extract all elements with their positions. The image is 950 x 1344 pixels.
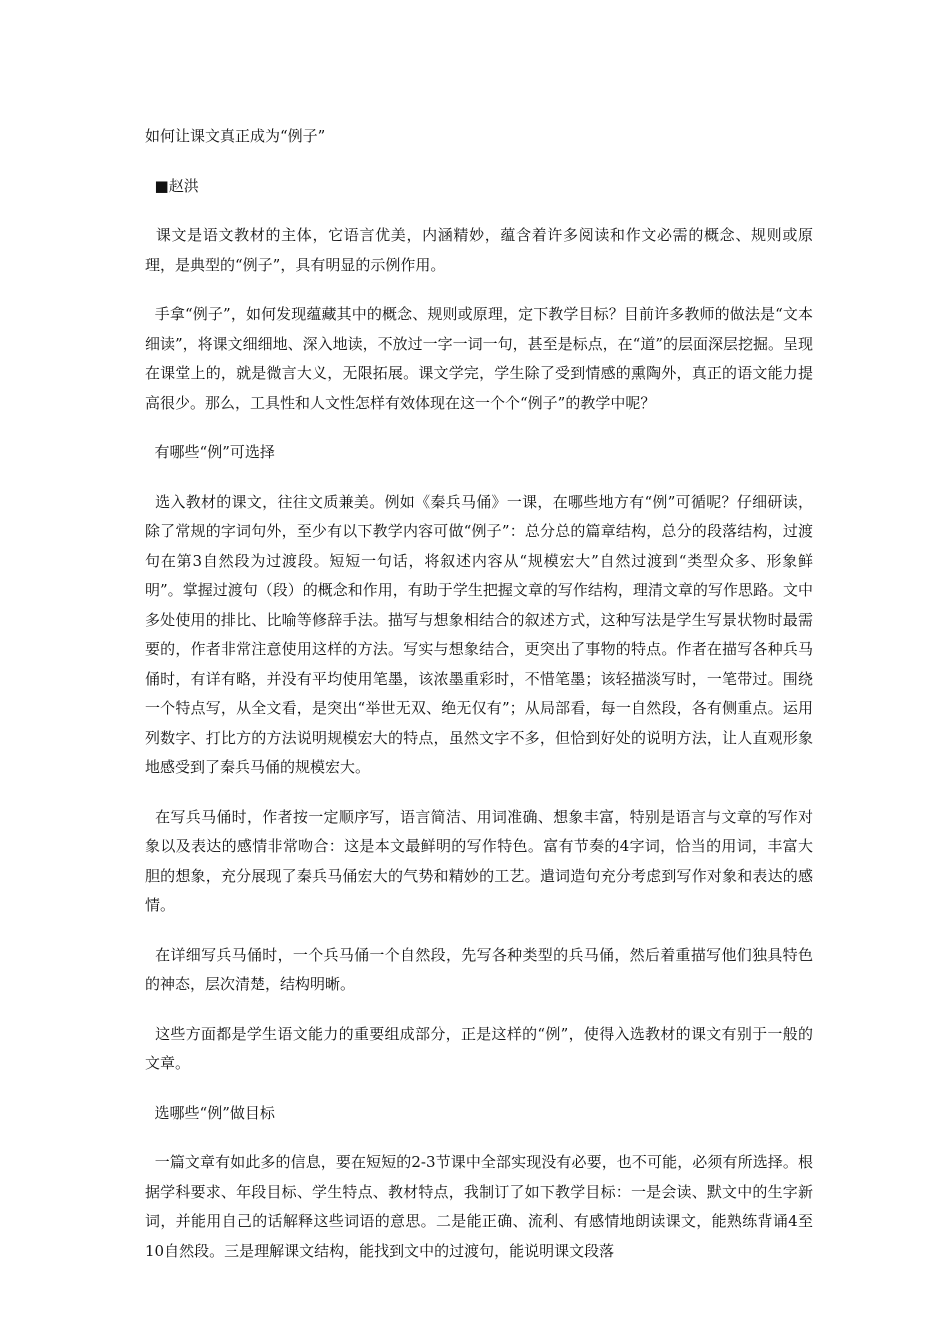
section-heading-which-examples: 有哪些“例”可选择 [145, 443, 275, 461]
paragraph-teaching-goals: 一篇文章有如此多的信息，要在短短的2-3节课中全部实现没有必要，也不可能，必须有所选择。根据学科要求、年段目标、学生特点、教材特点，我制订了如下教学目标：一是会读、默文中的生字新词，并能用自己的话解释这些词语的意思。二是能正确、流利、有感情地朗读课文，能熟练背诵4至10自然段。三是理解课文结构，能找到文中的过渡句，能说明课文段落 [145, 1153, 813, 1260]
author-line: ■赵洪 [145, 176, 199, 195]
paragraph-example-analysis: 选入教材的课文，往往文质兼美。例如《秦兵马俑》一课，在哪些地方有“例”可循呢？仔细研读，除了常规的字词句外，至少有以下教学内容可做“例子”：总分总的篇章结构，总分的段落结构，过渡句在第3自然段为过渡段。短短一句话，将叙述内容从“规模宏大”自然过渡到“类型众多、形象鲜明”。掌握过渡句（段）的概念和作用，有助于学生把握文章的写作结构，理清文章的写作思路。文中多处使用的排比、比喻等修辞手法。描写与想象相结合的叙述方式，这种写法是学生写景状物时最需要的，作者非常注意使用这样的方法。写实与想象结合，更突出了事物的特点。作者在描写各种兵马俑时，有详有略，并没有平均使用笔墨，该浓墨重彩时，不惜笔墨；该轻描淡写时，一笔带过。围绕一个特点写，从全文看，是突出“举世无双、绝无仅有”；从局部看，每一自然段，各有侧重点。运用列数字、打比方的方法说明规模宏大的特点，虽然文字不多，但恰到好处的说明方法，让人直观形象地感受到了秦兵马俑的规模宏大。 [145, 492, 813, 776]
document-title: 如何让课文真正成为“例子” [145, 127, 326, 145]
paragraph-problem: 手拿“例子”，如何发现蕴藏其中的概念、规则或原理，定下教学目标？目前许多教师的做法是“文本细读”，将课文细细地、深入地读，不放过一字一词一句，甚至是标点，在“道”的层面深层挖掘。呈现在课堂上的，就是微言大义，无限拓展。课文学完，学生除了受到情感的熏陶外，真正的语文能力提高很少。那么，工具性和人文性怎样有效体现在这一个个“例子”的教学中呢？ [145, 305, 814, 412]
paragraph-writing-features: 在写兵马俑时，作者按一定顺序写，语言简洁、用词准确、想象丰富，特别是语言与文章的写作对象以及表达的感情非常吻合：这是本文最鲜明的写作特色。富有节奏的4字词，恰当的用词，丰富大胆的想象，充分展现了秦兵马俑宏大的气势和精妙的工艺。遣词造句充分考虑到写作对象和表达的感情。 [145, 807, 813, 914]
paragraph-structure: 在详细写兵马俑时，一个兵马俑一个自然段，先写各种类型的兵马俑，然后着重描写他们独具特色的神态，层次清楚，结构明晰。 [145, 945, 813, 993]
paragraph-summary: 这些方面都是学生语文能力的重要组成部分，正是这样的“例”，使得入选教材的课文有别于一般的文章。 [145, 1024, 813, 1072]
document-page [145, 122, 813, 1286]
section-heading-choose-goals: 选哪些“例”做目标 [145, 1103, 275, 1122]
paragraph-intro: 课文是语文教材的主体，它语言优美，内涵精妙，蕴含着许多阅读和作文必需的概念、规则或原理，是典型的“例子”，具有明显的示例作用。 [145, 226, 813, 274]
